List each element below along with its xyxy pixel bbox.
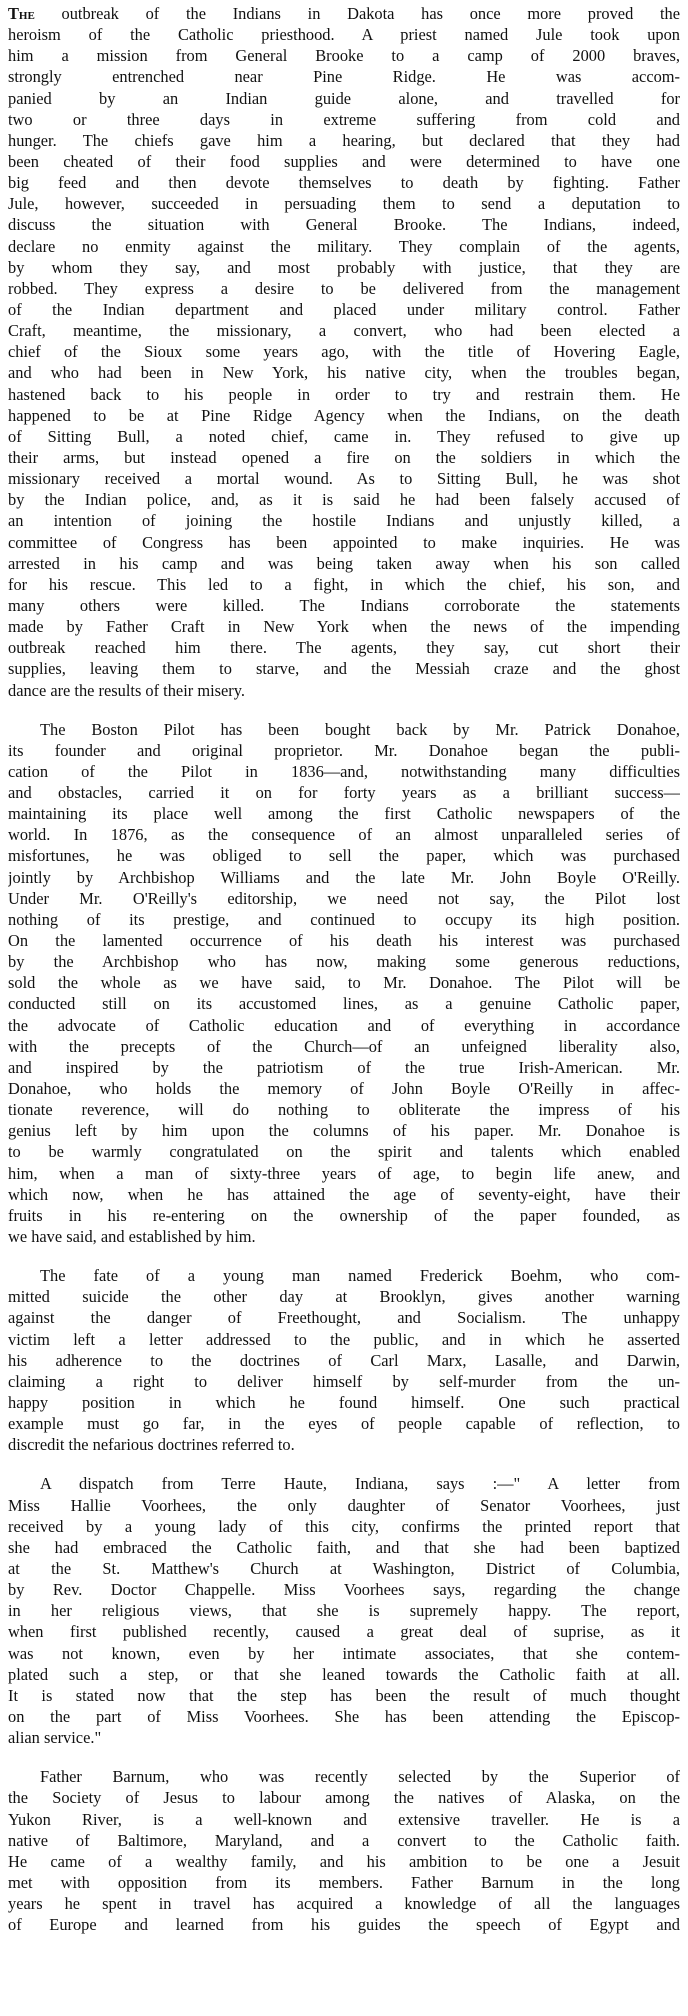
article-line: missionary received a mortal wound. As to Sitting Bull, he was shot xyxy=(8,469,680,489)
article-line: two or three days in extreme suffering from cold and xyxy=(8,109,680,129)
article-line: heroism of the Catholic priesthood. A priest named Jule took upon xyxy=(8,25,680,45)
article-line: committee of Congress has been appointed to make inquiries. He was xyxy=(8,532,680,552)
article-father-barnum xyxy=(8,1766,680,1935)
article-line: happy position in which he found himself. One such practical xyxy=(8,1393,680,1412)
article-line: robbed. They express a desire to be delivered from the management xyxy=(8,278,680,298)
article-separator xyxy=(8,1455,680,1473)
article-line: on the part of Miss Voorhees. She has been attending the Episcop- xyxy=(8,1706,680,1726)
article-line: was not known, even by her intimate associates, that she contem- xyxy=(8,1643,680,1663)
article-line: cation of the Pilot in 1836—and, notwithstanding many difficulties xyxy=(8,761,680,781)
article-line: in her religious views, that she is supremely happy. The report, xyxy=(8,1601,680,1621)
article-line: discuss the situation with General Brooke. The Indians, indeed, xyxy=(8,215,680,235)
article-line: Miss Hallie Voorhees, the only daughter of Senator Voorhees, just xyxy=(8,1495,680,1515)
article-line: him, when a man of sixty-three years of age, to begin life anew, and xyxy=(8,1163,680,1183)
article-line: declare no enmity against the military. They complain of the agents, xyxy=(8,236,680,256)
article-line: by whom they say, and most probably with justice, that they are xyxy=(8,257,680,277)
article-boston-pilot xyxy=(8,719,680,1248)
article-line: many others were killed. The Indians corroborate the statements xyxy=(8,595,680,615)
article-line: conducted still on its accustomed lines, as a genuine Catholic paper, xyxy=(8,994,680,1014)
article-dakota-indians xyxy=(8,3,680,701)
article-line: Father Barnum, who was recently selected by the Superior of xyxy=(40,1767,680,1787)
article-separator xyxy=(8,701,680,719)
article-line: genius left by him upon the columns of his paper. Mr. Donahoe is xyxy=(8,1121,680,1141)
article-line: him a mission from General Brooke to a camp of 2000 braves, xyxy=(8,46,680,66)
article-line: by Rev. Doctor Chappelle. Miss Voorhees says, regarding the change xyxy=(8,1580,680,1600)
article-line: mitted suicide the other day at Brooklyn, gives another warning xyxy=(8,1287,680,1307)
article-line: and who had been in New York, his native city, when the troubles began, xyxy=(8,363,680,383)
article-line: of Europe and learned from his guides the speech of Egypt and xyxy=(8,1915,680,1935)
article-line: of the Indian department and placed under military control. Father xyxy=(8,299,680,319)
article-line: his adherence to the doctrines of Carl Marx, Lasalle, and Darwin, xyxy=(8,1350,680,1370)
article-line: by the Archbishop who has now, making some generous reductions, xyxy=(8,952,680,972)
article-line: victim left a letter addressed to the public, and in which he asserted xyxy=(8,1329,680,1349)
article-line: by the Indian police, and, as it is said he had been falsely accused of xyxy=(8,490,680,510)
article-line: she had embraced the Catholic faith, and that she had been baptized xyxy=(8,1537,680,1557)
article-line: of Sitting Bull, a noted chief, came in. They refused to give up xyxy=(8,426,680,446)
article-line-text: outbreak of the Indians in Dakota has once more proved the xyxy=(34,4,680,23)
article-line: hastened back to his people in order to try and restrain them. He xyxy=(8,384,680,404)
article-line: fruits in his re-entering on the ownership of the paper founded, as xyxy=(8,1205,680,1225)
article-line: hunger. The chiefs gave him a hearing, but declared that they had xyxy=(8,130,680,150)
article-line: against the danger of Freethought, and Socialism. The unhappy xyxy=(8,1308,680,1328)
lead-word: The xyxy=(8,4,35,23)
article-line: the Society of Jesus to labour among the natives of Alaska, on the xyxy=(8,1788,680,1808)
article-line: happened to be at Pine Ridge Agency when the Indians, on the death xyxy=(8,405,680,425)
article-line: native of Baltimore, Maryland, and a convert to the Catholic faith. xyxy=(8,1830,680,1850)
article-line: discredit the nefarious doctrines referred to. xyxy=(8,1435,295,1455)
article-line: jointly by Archbishop Williams and the late Mr. John Boyle O'Reilly. xyxy=(8,867,680,887)
article-line: and inspired by the patriotism of the true Irish-American. Mr. xyxy=(8,1057,680,1077)
article-line: to be warmly congratulated on the spirit and talents which enabled xyxy=(8,1142,680,1162)
article-line: strongly entrenched near Pine Ridge. He was accom- xyxy=(8,67,680,87)
article-line: A dispatch from Terre Haute, Indiana, says :—" A letter from xyxy=(40,1474,680,1494)
article-line: The Boston Pilot has been bought back by Mr. Patrick Donahoe, xyxy=(40,719,680,739)
article-line: with the precepts of the Church—of an unfeigned liberality also, xyxy=(8,1036,680,1056)
article-line: The fate of a young man named Frederick Boehm, who com- xyxy=(40,1266,680,1286)
article-line: supplies, leaving them to starve, and the Messiah craze and the ghost xyxy=(8,659,680,679)
article-line: dance are the results of their misery. xyxy=(8,680,245,700)
article-frederick-boehm xyxy=(8,1265,680,1455)
article-line: Donahoe, who holds the memory of John Boyle O'Reilly in affec- xyxy=(8,1079,680,1099)
article-line: outbreak reached him there. The agents, they say, cut short their xyxy=(8,638,680,658)
article-line: made by Father Craft in New York when the news of the impending xyxy=(8,617,680,637)
article-line: example must go far, in the eyes of people capable of reflection, to xyxy=(8,1414,680,1434)
article-line: tionate reverence, will do nothing to obliterate the impress of his xyxy=(8,1100,680,1120)
article-line: claiming a right to deliver himself by self-murder from the un- xyxy=(8,1371,680,1391)
article-line: the advocate of Catholic education and of everything in accordance xyxy=(8,1015,680,1035)
article-line: received by a young lady of this city, confirms the printed report that xyxy=(8,1516,680,1536)
article-line: at the St. Matthew's Church at Washington, District of Columbia, xyxy=(8,1558,680,1578)
article-line: Yukon River, is a well-known and extensive traveller. He is a xyxy=(8,1809,680,1829)
article-line: It is stated now that the step has been the result of much thought xyxy=(8,1685,680,1705)
article-line: met with opposition from its members. Father Barnum in the long xyxy=(8,1872,680,1892)
article-separator xyxy=(8,1247,680,1265)
article-line: Jule, however, succeeded in persuading them to send a deputation to xyxy=(8,194,680,214)
article-line: we have said, and established by him. xyxy=(8,1227,256,1247)
article-line: years he spent in travel has acquired a knowledge of all the languages xyxy=(8,1894,680,1914)
article-line: world. In 1876, as the consequence of an almost unparalleled series of xyxy=(8,825,680,845)
article-line: maintaining its place well among the first Catholic newspapers of the xyxy=(8,804,680,824)
article-line: misfortunes, he was obliged to sell the paper, which was purchased xyxy=(8,846,680,866)
article-terre-haute-dispatch xyxy=(8,1473,680,1748)
article-line: arrested in his camp and was being taken away when his son called xyxy=(8,553,680,573)
article-line: been cheated of their food supplies and were determined to have one xyxy=(8,151,680,171)
article-line: sold the whole as we have said, to Mr. Donahoe. The Pilot will be xyxy=(8,973,680,993)
article-line: He came of a wealthy family, and his ambition to be one a Jesuit xyxy=(8,1851,680,1871)
article-line: an intention of joining the hostile Indians and unjustly killed, a xyxy=(8,511,680,531)
article-line: and obstacles, carried it on for forty years as a brilliant success— xyxy=(8,783,680,803)
article-line: when first published recently, caused a great deal of suprise, as it xyxy=(8,1622,680,1642)
article-line: Under Mr. O'Reilly's editorship, we need not say, the Pilot lost xyxy=(8,888,680,908)
article-line: plated such a step, or that she leaned towards the Catholic faith at all. xyxy=(8,1664,680,1684)
article-line: big feed and then devote themselves to death by fighting. Father xyxy=(8,173,680,193)
article-line: On the lamented occurrence of his death his interest was purchased xyxy=(8,931,680,951)
article-line: panied by an Indian guide alone, and travelled for xyxy=(8,88,680,108)
article-line xyxy=(8,3,680,24)
article-line: their arms, but instead opened a fire on the soldiers in which the xyxy=(8,447,680,467)
article-line: chief of the Sioux some years ago, with the title of Hovering Eagle, xyxy=(8,342,680,362)
article-separator xyxy=(8,1748,680,1766)
article-line: alian service." xyxy=(8,1728,102,1748)
article-line: for his rescue. This led to a fight, in which the chief, his son, and xyxy=(8,574,680,594)
article-line: Craft, meantime, the missionary, a convert, who had been elected a xyxy=(8,321,680,341)
article-line: its founder and original proprietor. Mr. Donahoe began the publi- xyxy=(8,740,680,760)
article-line: which now, when he has attained the age of seventy-eight, have their xyxy=(8,1184,680,1204)
article-line: nothing of its prestige, and continued to occupy its high position. xyxy=(8,909,680,929)
